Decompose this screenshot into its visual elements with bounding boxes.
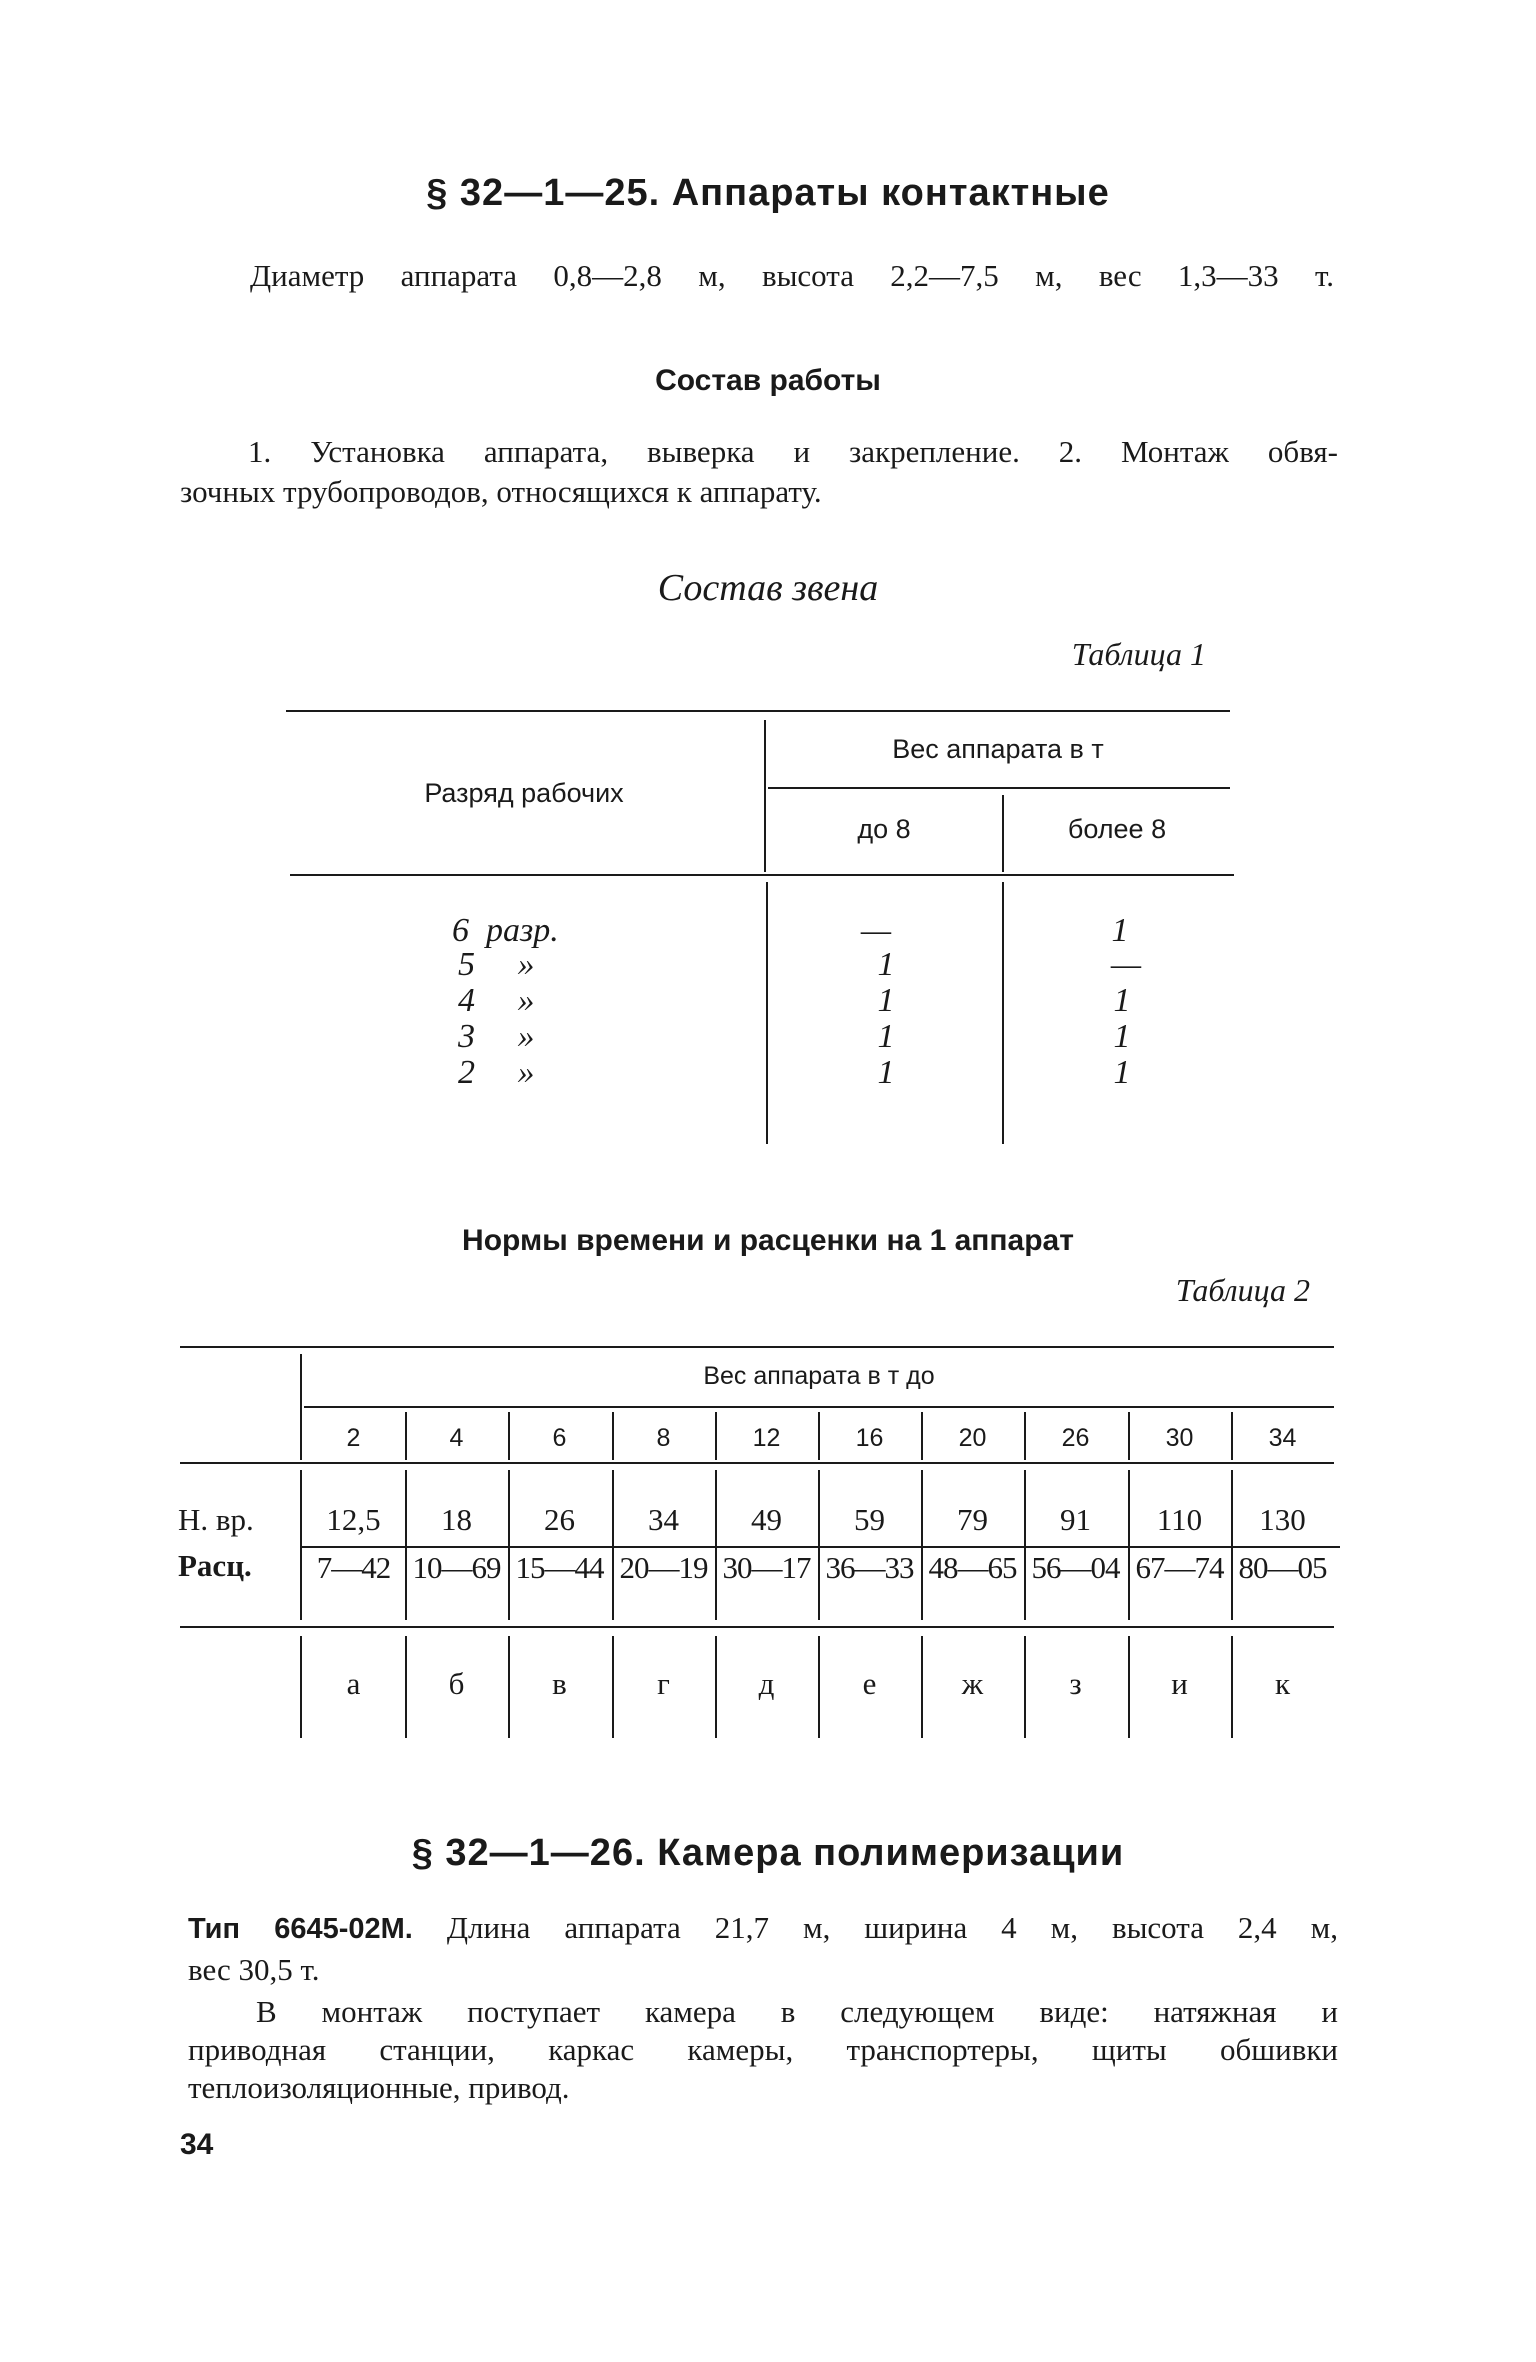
table2-column-divider — [1231, 1470, 1233, 1620]
table2-column-divider — [1128, 1470, 1130, 1620]
table1-over-value: 1 — [1111, 912, 1129, 949]
table2-norm-value: 12,5 — [326, 1502, 381, 1537]
table1-grade: 6 разр. — [452, 912, 559, 949]
table2-row-label-rate: Расц. — [178, 1548, 252, 1583]
table2-rate-value: 80—05 — [1238, 1550, 1327, 1585]
table2-rate-value: 67—74 — [1135, 1550, 1224, 1585]
table2-label-column-divider-body — [300, 1470, 302, 1620]
table1-over-value: 1 — [1113, 982, 1131, 1019]
table1-grade: 5 » — [458, 946, 535, 983]
table2-column-divider — [1024, 1470, 1026, 1620]
table1-label: Таблица 1 — [1071, 636, 1206, 672]
work-composition-line-2: зочных трубопроводов, относящихся к аппарату. — [180, 474, 822, 509]
table2-column-letter: ж — [961, 1666, 984, 1701]
table2-weight-header: 8 — [656, 1424, 671, 1452]
table2-norm-value: 110 — [1156, 1502, 1203, 1537]
table2-norm-value: 34 — [648, 1502, 679, 1537]
table2-weight-header: 34 — [1268, 1424, 1297, 1452]
table1-col-over-8: более 8 — [1067, 814, 1167, 844]
table2-column-letter: б — [448, 1666, 465, 1701]
table2-header-bottom-rule — [180, 1462, 1334, 1464]
table2-label: Таблица 2 — [1175, 1272, 1310, 1308]
chamber-type-line-1 — [188, 1910, 1338, 1946]
work-composition-heading: Состав работы — [655, 364, 881, 397]
table1-body-divider-2 — [1002, 882, 1004, 1144]
table2-body-bottom-rule — [180, 1626, 1334, 1628]
table1-upto-value: 1 — [877, 1018, 895, 1055]
section-title-contact-apparatus: § 32—1—25. Аппараты контактные — [426, 172, 1110, 214]
work-composition-line-1: 1. Установка аппарата, выверка и закрепление. 2. Монтаж обвя- — [248, 434, 1338, 469]
table2-column-letter: а — [346, 1666, 361, 1701]
table2-norm-value: 79 — [957, 1502, 988, 1537]
table2-weight-header: 16 — [855, 1424, 884, 1452]
table2-column-divider — [612, 1470, 614, 1620]
table2-rate-value: 30—17 — [722, 1550, 811, 1585]
table2-weight-header: 2 — [346, 1424, 361, 1452]
table2-rate-value: 36—33 — [825, 1550, 914, 1585]
table2-weight-header: 4 — [449, 1424, 464, 1452]
table2-column-divider — [508, 1470, 510, 1620]
table1-upto-value: 1 — [877, 1054, 895, 1091]
table2-fraction-rule — [300, 1546, 1340, 1548]
table2-row-label-norm: Н. вр. — [178, 1502, 254, 1537]
crew-composition-heading: Состав звена — [657, 567, 879, 609]
table2-norm-value: 49 — [751, 1502, 782, 1537]
table2-column-letter: з — [1069, 1666, 1082, 1701]
table2-norm-value: 59 — [854, 1502, 885, 1537]
chamber-paragraph-line-3: теплоизоляционные, привод. — [188, 2070, 570, 2105]
table2-column-letter: е — [862, 1666, 877, 1701]
table2-rate-value: 7—42 — [316, 1550, 391, 1585]
table2-rate-value: 10—69 — [412, 1550, 501, 1585]
table2-column-letter: к — [1274, 1666, 1291, 1701]
table2-rate-value: 48—65 — [928, 1550, 1017, 1585]
table2-top-rule — [180, 1346, 1334, 1348]
table1-over-value: — — [1110, 946, 1142, 983]
section-title-polymerization-chamber: § 32—1—26. Камера полимеризации — [411, 1832, 1125, 1874]
table2-weight-header: 20 — [958, 1424, 987, 1452]
table2-column-divider — [921, 1470, 923, 1620]
table2-column-letter: в — [552, 1666, 567, 1701]
table2-norm-value: 130 — [1259, 1502, 1306, 1537]
chamber-dimensions: Длина аппарата 21,7 м, ширина 4 м, высота 2,4 м, — [446, 1910, 1338, 1945]
table1-header-mid-rule — [768, 787, 1230, 789]
table2-column-letter: г — [657, 1666, 670, 1701]
chamber-weight-line: вес 30,5 т. — [188, 1952, 320, 1987]
table1-col-upto-8: до 8 — [857, 814, 911, 844]
table2-rate-value: 20—19 — [619, 1550, 708, 1585]
table2-weight-header: 26 — [1061, 1424, 1090, 1452]
table1-upto-value: 1 — [877, 946, 895, 983]
table2-group-rule — [304, 1406, 1334, 1408]
table1-body-divider-1 — [766, 882, 768, 1144]
table2-heading: Нормы времени и расценки на 1 аппарат — [462, 1224, 1074, 1257]
table2-column-letter: и — [1171, 1666, 1188, 1701]
table1-grade: 2 » — [458, 1054, 535, 1091]
table1-grade: 4 » — [458, 982, 535, 1019]
chamber-paragraph-line-1: В монтаж поступает камера в следующем виде: натяжная и — [256, 1994, 1338, 2029]
table1-header-bottom-rule — [290, 874, 1234, 876]
table2-norm-value: 18 — [441, 1502, 472, 1537]
chamber-type-label: Тип 6645-02М. — [188, 1913, 413, 1945]
apparatus-description: Диаметр аппарата 0,8—2,8 м, высота 2,2—7,5 м, вес 1,3—33 т. — [250, 258, 1334, 293]
chamber-paragraph-line-2: приводная станции, каркас камеры, транспортеры, щиты обшивки — [188, 2032, 1338, 2067]
table2-norm-value: 26 — [544, 1502, 575, 1537]
table2-column-letter: д — [758, 1666, 775, 1701]
table1-grade: 3 » — [458, 1018, 535, 1055]
table2-rate-value: 56—04 — [1031, 1550, 1120, 1585]
table1-col-weight: Вес аппарата в т — [892, 734, 1104, 764]
table2-column-divider — [818, 1470, 820, 1620]
table2-weight-header: 30 — [1165, 1424, 1194, 1452]
table1-col-worker-grade: Разряд рабочих — [424, 778, 624, 808]
table2-col-group-header: Вес аппарата в т до — [703, 1362, 935, 1390]
table2-rate-value: 15—44 — [515, 1550, 604, 1585]
table2-column-divider — [405, 1470, 407, 1620]
table2-column-divider — [715, 1470, 717, 1620]
page-number: 34 — [180, 2128, 214, 2161]
table1-over-value: 1 — [1113, 1018, 1131, 1055]
table1-top-rule — [286, 710, 1230, 712]
table2-weight-header: 6 — [552, 1424, 567, 1452]
table1-upto-value: — — [860, 912, 892, 949]
table2-weight-header: 12 — [752, 1424, 781, 1452]
table1-over-value: 1 — [1113, 1054, 1131, 1091]
table2-norm-value: 91 — [1060, 1502, 1091, 1537]
table1-upto-value: 1 — [877, 982, 895, 1019]
